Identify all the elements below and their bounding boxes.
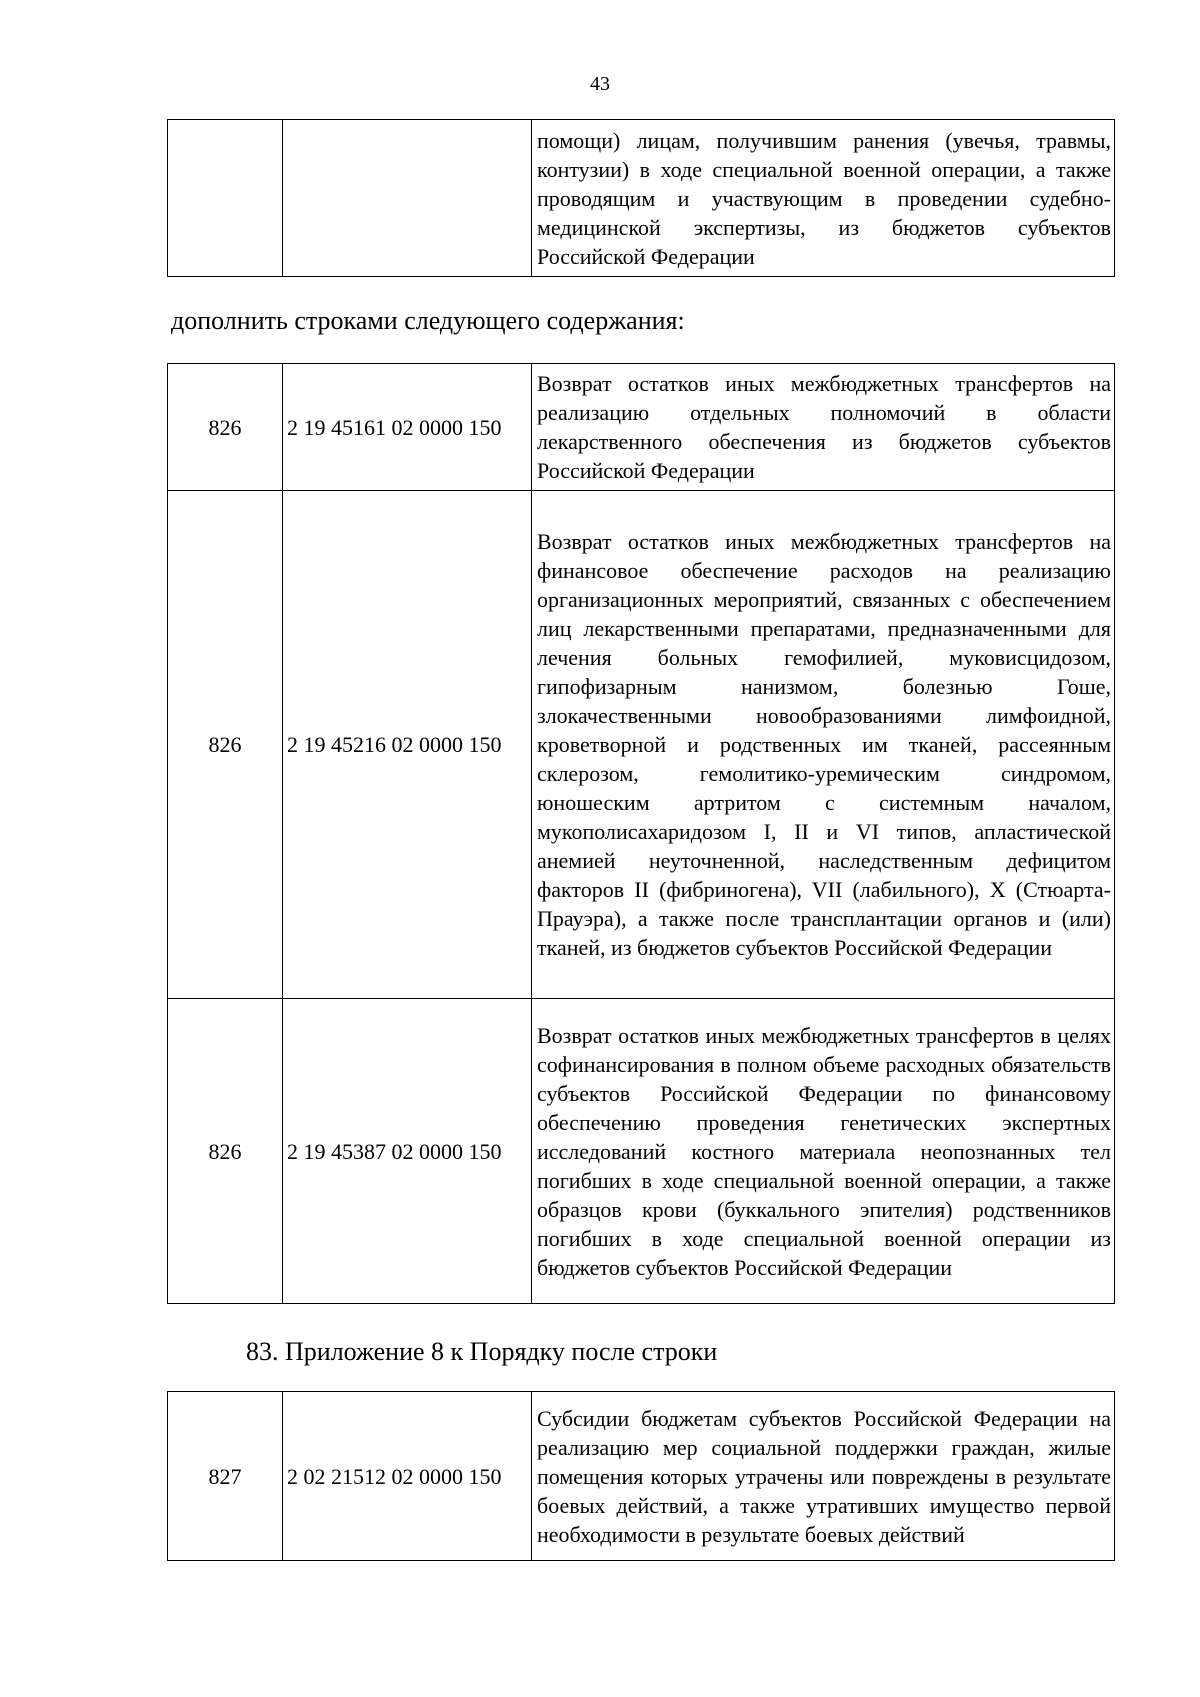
description-cell: Возврат остатков иных межбюджетных трансфертов на реализацию отдельных полномочий в области лекарственного обеспечения из бюджетов субъектов Российской Федерации [532,364,1115,491]
kbk-cell [283,120,532,277]
top-table [167,119,1115,277]
description-cell: Возврат остатков иных межбюджетных трансфертов на финансовое обеспечение расходов на реализацию организационных мероприятий, связанных с обеспечением лиц лекарственными препаратами, предназначенными для лечения больных гемофилией, муковисцидозом, гипофизарным нанизмом, болезнью Гоше, злокачественными новообразованиями лимфоидной, кроветворной и родственных им тканей, рассеянным склерозом, гемолитико-уремическим синдромом, юношеским артритом с системным началом, мукополисахаридозом I, II и VI типов, апластической анемией неуточненной, наследственным дефицитом факторов II (фибриногена), VII (лабильного), X (Стюарта-Прауэра), а также после трансплантации органов и (или) тканей, из бюджетов субъектов Российской Федерации [532,491,1115,999]
table-row [168,999,1115,1304]
main-table [167,363,1115,1304]
description-cell: помощи) лицам, получившим ранения (увечья, травмы, контузии) в ходе специальной военной операции, а также проводящим и участвующим в проведении судебно-медицинской экспертизы, из бюджетов субъектов Российской Федерации [532,120,1115,277]
description-cell: Субсидии бюджетам субъектов Российской Федерации на реализацию мер социальной поддержки граждан, жилые помещения которых утрачены или повреждены в результате боевых действий, а также утративших имущество первой необходимости в результате боевых действий [532,1392,1115,1561]
table-row [168,1392,1115,1561]
paragraph-item-83: 83. Приложение 8 к Порядку после строки [246,1337,718,1366]
kbk-cell: 2 19 45387 02 0000 150 [283,999,532,1304]
budget-code-cell: 827 [168,1392,283,1561]
paragraph-add-rows: дополнить строками следующего содержания: [171,306,685,335]
table-row [168,120,1115,277]
kbk-cell: 2 02 21512 02 0000 150 [283,1392,532,1561]
bottom-table [167,1391,1115,1561]
budget-code-cell: 826 [168,999,283,1304]
description-cell: Возврат остатков иных межбюджетных трансфертов в целях софинансирования в полном объеме расходных обязательств субъектов Российской Федерации по финансовому обеспечению проведения генетических экспертных исследований костного материала неопознанных тел погибших в ходе специальной военной операции, а также образцов крови (буккального эпителия) родственников погибших в ходе специальной военной операции из бюджетов субъектов Российской Федерации [532,999,1115,1304]
page-number: 43 [590,73,610,95]
kbk-cell: 2 19 45161 02 0000 150 [283,364,532,491]
budget-code-cell: 826 [168,364,283,491]
budget-code-cell [168,120,283,277]
budget-code-cell: 826 [168,491,283,999]
table-row [168,364,1115,491]
kbk-cell: 2 19 45216 02 0000 150 [283,491,532,999]
table-row [168,491,1115,999]
